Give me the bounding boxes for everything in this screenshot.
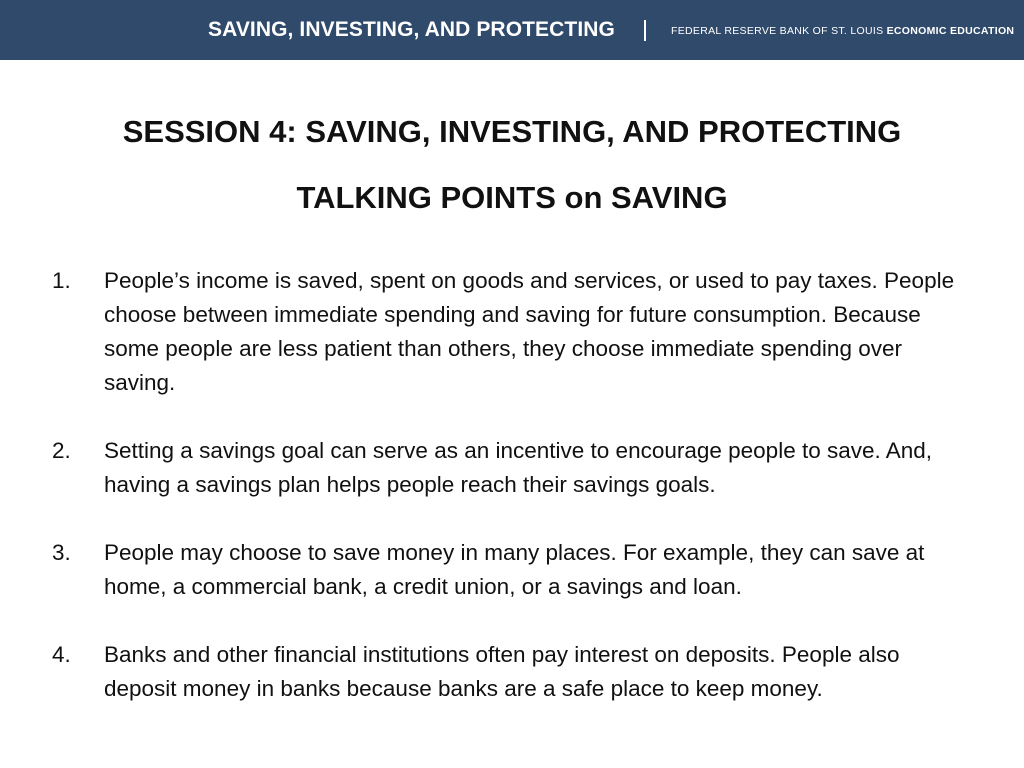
session-title: SESSION 4: SAVING, INVESTING, AND PROTECTING — [122, 114, 902, 149]
point-text: Banks and other financial institutions often pay interest on deposits. People also deposit money in banks because banks are a safe place to keep money. — [104, 642, 900, 701]
header-divider — [644, 20, 646, 41]
header-organization — [671, 25, 1014, 37]
header-title: SAVING, INVESTING, AND PROTECTING — [208, 18, 615, 41]
header-org-name: FEDERAL RESERVE BANK OF ST. LOUIS — [671, 25, 887, 37]
header-org-department: ECONOMIC EDUCATION — [886, 25, 1015, 37]
section-subtitle: TALKING POINTS on SAVING — [296, 180, 728, 215]
point-text: People’s income is saved, spent on goods and services, or used to pay taxes. People choose between immediate spending and saving for future consumption. Because some people are less patient than others, they choose immediate spending over saving. — [104, 268, 955, 395]
talking-points-list — [0, 264, 1024, 740]
talking-point-3 — [0, 536, 1024, 604]
point-number: 3. — [52, 540, 71, 565]
point-text: People may choose to save money in many places. For example, they can save at home, a commercial bank, a credit union, or a savings and loan. — [104, 540, 925, 599]
point-number: 1. — [52, 268, 71, 293]
talking-point-1 — [0, 264, 1024, 400]
page-header — [0, 0, 1024, 60]
point-text: Setting a savings goal can serve as an incentive to encourage people to save. And, having a savings plan helps people reach their savings goals. — [104, 438, 933, 497]
talking-point-2 — [0, 434, 1024, 502]
point-number: 4. — [52, 642, 71, 667]
point-number: 2. — [52, 438, 71, 463]
talking-point-4 — [0, 638, 1024, 706]
